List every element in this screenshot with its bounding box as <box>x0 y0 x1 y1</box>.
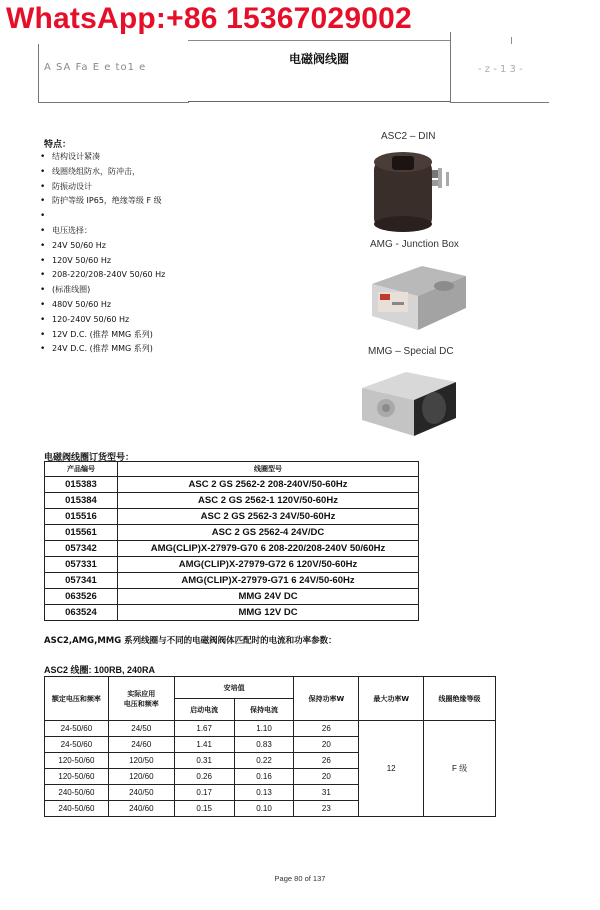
feature-item: • 208-220/208-240V 50/60 Hz <box>40 268 165 283</box>
param-rated: 120-50/60 <box>45 753 109 769</box>
order-model: AMG(CLIP)X-27979-G70 6 208-220/208-240V 50/60Hz <box>118 541 419 557</box>
table-row <box>45 493 419 509</box>
param-header-hold: 保持电流 <box>234 699 294 721</box>
param-header-insulation: 线圈绝缘等级 <box>424 677 496 721</box>
param-hold-power: 23 <box>294 801 359 817</box>
param-actual: 120/60 <box>108 769 174 785</box>
param-hold-power: 20 <box>294 769 359 785</box>
table-row <box>45 589 419 605</box>
table-row <box>45 525 419 541</box>
param-header-rated: 额定电压和频率 <box>45 677 109 721</box>
product-caption-asc2: ASC2 – DIN <box>381 131 436 142</box>
order-code: 057331 <box>45 557 118 573</box>
table-row <box>45 721 496 737</box>
param-rated: 24-50/60 <box>45 737 109 753</box>
param-rated: 240-50/60 <box>45 801 109 817</box>
page-title: 电磁阀线圈 <box>288 52 349 66</box>
param-header-max-power: 最大功率W <box>359 677 424 721</box>
order-model: AMG(CLIP)X-27979-G72 6 120V/50-60Hz <box>118 557 419 573</box>
feature-item: • 24V 50/60 Hz <box>40 239 165 254</box>
product-caption-mmg: MMG – Special DC <box>368 346 454 357</box>
order-model: ASC 2 GS 2562-3 24V/50-60Hz <box>118 509 419 525</box>
table-row <box>45 509 419 525</box>
table-row <box>45 477 419 493</box>
feature-item: • 线圈绕组防水，防冲击， <box>40 165 165 180</box>
param-table <box>44 676 496 817</box>
table-row <box>45 605 419 621</box>
feature-item: • 结构设计紧凑 <box>40 150 165 165</box>
solenoid-coil-din-photo-icon <box>366 146 466 236</box>
order-model: ASC 2 GS 2562-1 120V/50-60Hz <box>118 493 419 509</box>
features-title: 特点： <box>44 140 72 150</box>
param-start: 0.15 <box>174 801 234 817</box>
param-hold: 0.16 <box>234 769 294 785</box>
header-divider-top <box>188 40 450 41</box>
param-hold-power: 31 <box>294 785 359 801</box>
param-rated: 120-50/60 <box>45 769 109 785</box>
param-hold-power: 26 <box>294 721 359 737</box>
order-model: MMG 24V DC <box>118 589 419 605</box>
feature-item: • 120V 50/60 Hz <box>40 254 165 269</box>
order-model: MMG 12V DC <box>118 605 419 621</box>
param-actual: 240/60 <box>108 801 174 817</box>
param-header-ampere: 安培值 <box>174 677 294 699</box>
order-code: 063526 <box>45 589 118 605</box>
feature-item: • 电压选择： <box>40 224 165 239</box>
param-rated: 240-50/60 <box>45 785 109 801</box>
param-hold: 1.10 <box>234 721 294 737</box>
param-table-title: ASC2 线圈: 100RB, 240RA <box>44 665 156 675</box>
param-hold: 0.83 <box>234 737 294 753</box>
feature-item: • 12V D.C. (推荐 MMG 系列) <box>40 328 165 343</box>
order-table <box>44 461 419 621</box>
param-actual: 240/50 <box>108 785 174 801</box>
param-start: 0.17 <box>174 785 234 801</box>
order-model: ASC 2 GS 2562-4 24V/DC <box>118 525 419 541</box>
order-code: 015561 <box>45 525 118 541</box>
param-actual: 24/50 <box>108 721 174 737</box>
feature-item: • 防护等级 IP65，绝缘等级 F 级 <box>40 194 165 209</box>
param-actual: 120/50 <box>108 753 174 769</box>
param-intro: ASC2,AMG,MMG 系列线圈与不同的电磁阀阀体匹配时的电流和功率参数： <box>44 636 337 646</box>
header-right-text: - z - 1 3 - <box>478 64 523 75</box>
solenoid-coil-junction-box-photo-icon <box>362 256 472 336</box>
header-divider-bottom <box>188 101 450 102</box>
param-insulation: F 级 <box>424 721 496 817</box>
param-header-hold-power: 保持功率W <box>294 677 359 721</box>
param-start: 1.41 <box>174 737 234 753</box>
param-start: 1.67 <box>174 721 234 737</box>
param-hold: 0.10 <box>234 801 294 817</box>
order-code: 015516 <box>45 509 118 525</box>
order-model: AMG(CLIP)X-27979-G71 6 24V/50-60Hz <box>118 573 419 589</box>
header-right-mark: I <box>510 36 513 47</box>
order-header-model: 线圈型号 <box>118 462 419 477</box>
param-hold: 0.13 <box>234 785 294 801</box>
table-row <box>45 541 419 557</box>
param-start: 0.26 <box>174 769 234 785</box>
feature-item: • 480V 50/60 Hz <box>40 298 165 313</box>
feature-item: • 防振动设计 <box>40 180 165 195</box>
param-max-power: 12 <box>359 721 424 817</box>
param-header-actual: 实际应用 电压和频率 <box>108 677 174 721</box>
features-list <box>40 150 165 357</box>
solenoid-coil-special-dc-photo-icon <box>356 362 466 442</box>
whatsapp-watermark: WhatsApp:+86 15367029002 <box>6 2 412 35</box>
order-code: 057341 <box>45 573 118 589</box>
feature-item: • (标准线圈) <box>40 283 165 298</box>
product-caption-amg: AMG - Junction Box <box>370 239 459 250</box>
order-table-title: 电磁阀线圈订货型号： <box>44 453 135 463</box>
param-rated: 24-50/60 <box>45 721 109 737</box>
feature-item: • 24V D.C. (推荐 MMG 系列) <box>40 342 165 357</box>
order-code: 015383 <box>45 477 118 493</box>
order-code: 015384 <box>45 493 118 509</box>
param-header-start: 启动电流 <box>174 699 234 721</box>
table-row <box>45 573 419 589</box>
feature-item <box>40 209 165 224</box>
table-row <box>45 557 419 573</box>
feature-item: • 120-240V 50/60 Hz <box>40 313 165 328</box>
header-left-box <box>38 44 189 103</box>
param-actual: 24/60 <box>108 737 174 753</box>
param-hold: 0.22 <box>234 753 294 769</box>
param-hold-power: 26 <box>294 753 359 769</box>
order-code: 063524 <box>45 605 118 621</box>
order-code: 057342 <box>45 541 118 557</box>
page-number: Page 80 of 137 <box>274 874 326 883</box>
param-start: 0.31 <box>174 753 234 769</box>
header-left-text: A SA Fa E e to1 e <box>44 62 147 73</box>
order-header-code: 产品编号 <box>45 462 118 477</box>
order-model: ASC 2 GS 2562-2 208-240V/50-60Hz <box>118 477 419 493</box>
param-hold-power: 20 <box>294 737 359 753</box>
